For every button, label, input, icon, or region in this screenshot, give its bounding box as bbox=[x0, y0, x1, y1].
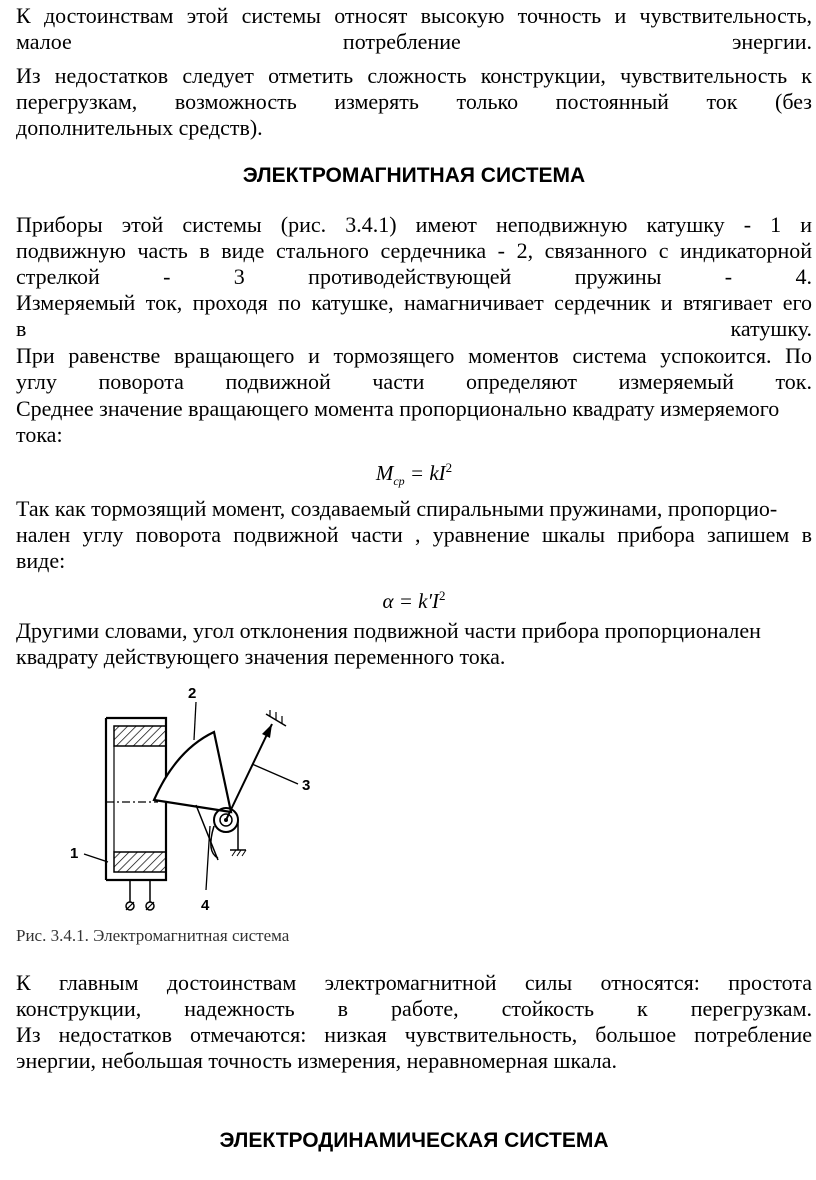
para2-line-6: При равенстве вращающего и тормозящего моментов система успокоится. По bbox=[16, 343, 812, 368]
para5-line-4: энергии, небольшая точность измерения, неравномерная шкала. bbox=[16, 1048, 618, 1073]
label-1: 1 bbox=[70, 845, 79, 862]
para2-line-1: Приборы этой системы (рис. 3.4.1) имеют неподвижную катушку - 1 и bbox=[16, 212, 812, 237]
para2-line-8: Среднее значение вращающего момента пропорционально квадрату измеряемого bbox=[16, 396, 780, 421]
label-2: 2 bbox=[188, 685, 197, 702]
leader-2 bbox=[194, 702, 196, 740]
para1-line-2: малое потребление энергии. bbox=[16, 29, 812, 54]
coil-1 bbox=[106, 718, 166, 910]
formula-scale-pow: 2 bbox=[439, 588, 446, 603]
pointer-3 bbox=[226, 710, 298, 820]
spring-4 bbox=[196, 805, 246, 860]
formula-torque-sub: cp bbox=[393, 474, 405, 489]
para2-line-7: углу поворота подвижной части определяют измеряемый ток. bbox=[16, 369, 812, 394]
para4-line-1: Другими словами, угол отклонения подвижной части прибора пропорционален bbox=[16, 618, 761, 643]
para4-line-2: квадрату действующего значения переменного тока. bbox=[16, 644, 506, 669]
para1-line-1: К достоинствам этой системы относят высокую точность и чувствительность, bbox=[16, 3, 812, 28]
para1-line-3: Из недостатков следует отметить сложность конструкции, чувствительность к bbox=[16, 63, 812, 88]
para1-line-5: дополнительных средств). bbox=[16, 115, 263, 140]
label-3: 3 bbox=[302, 777, 311, 794]
formula-scale bbox=[16, 583, 812, 614]
para2-line-9: тока: bbox=[16, 422, 63, 447]
para3-line-2: нален углу поворота подвижной части , уравнение шкалы прибора запишем в bbox=[16, 522, 812, 547]
figure-caption: Рис. 3.4.1. Электромагнитная система bbox=[16, 926, 290, 945]
para5-line-3: Из недостатков отмечаются: низкая чувствительность, большое потребление bbox=[16, 1022, 812, 1047]
para2-line-5: в катушку. bbox=[16, 316, 812, 341]
electromagnetic-system-figure bbox=[46, 680, 346, 920]
formula-torque-pow: 2 bbox=[445, 460, 453, 475]
para5-line-2: конструкции, надежность в работе, стойкость к перегрузкам. bbox=[16, 996, 812, 1021]
formula-torque-rhs: = kI bbox=[404, 461, 446, 485]
section-heading-electromagnetic: ЭЛЕКТРОМАГНИТНАЯ СИСТЕМА bbox=[242, 164, 586, 187]
section-heading-electrodynamic: ЭЛЕКТРОДИНАМИЧЕСКАЯ СИСТЕМА bbox=[219, 1129, 609, 1152]
para1-line-4: перегрузкам, возможность измерять только постоянный ток (без bbox=[16, 89, 812, 114]
leader-1 bbox=[84, 854, 108, 862]
para2-line-2: подвижную часть в виде стального сердечника - 2, связанного с индикаторной bbox=[16, 238, 812, 263]
para3-line-1: Так как тормозящий момент, создаваемый спиральными пружинами, пропорцио- bbox=[16, 496, 778, 521]
para2-line-3: стрелкой - 3 противодействующей пружины - 4. bbox=[16, 264, 812, 289]
formula-torque-lhs: M bbox=[375, 461, 394, 485]
label-4: 4 bbox=[201, 897, 210, 914]
para5-line-1: К главным достоинствам электромагнитной силы относятся: простота bbox=[16, 970, 812, 995]
para2-line-4: Измеряемый ток, проходя по катушке, намагничивает сердечник и втягивает его bbox=[16, 290, 812, 315]
formula-scale-text: α = k′I bbox=[382, 589, 440, 613]
formula-torque bbox=[16, 455, 812, 494]
para3-line-3: виде: bbox=[16, 548, 66, 573]
